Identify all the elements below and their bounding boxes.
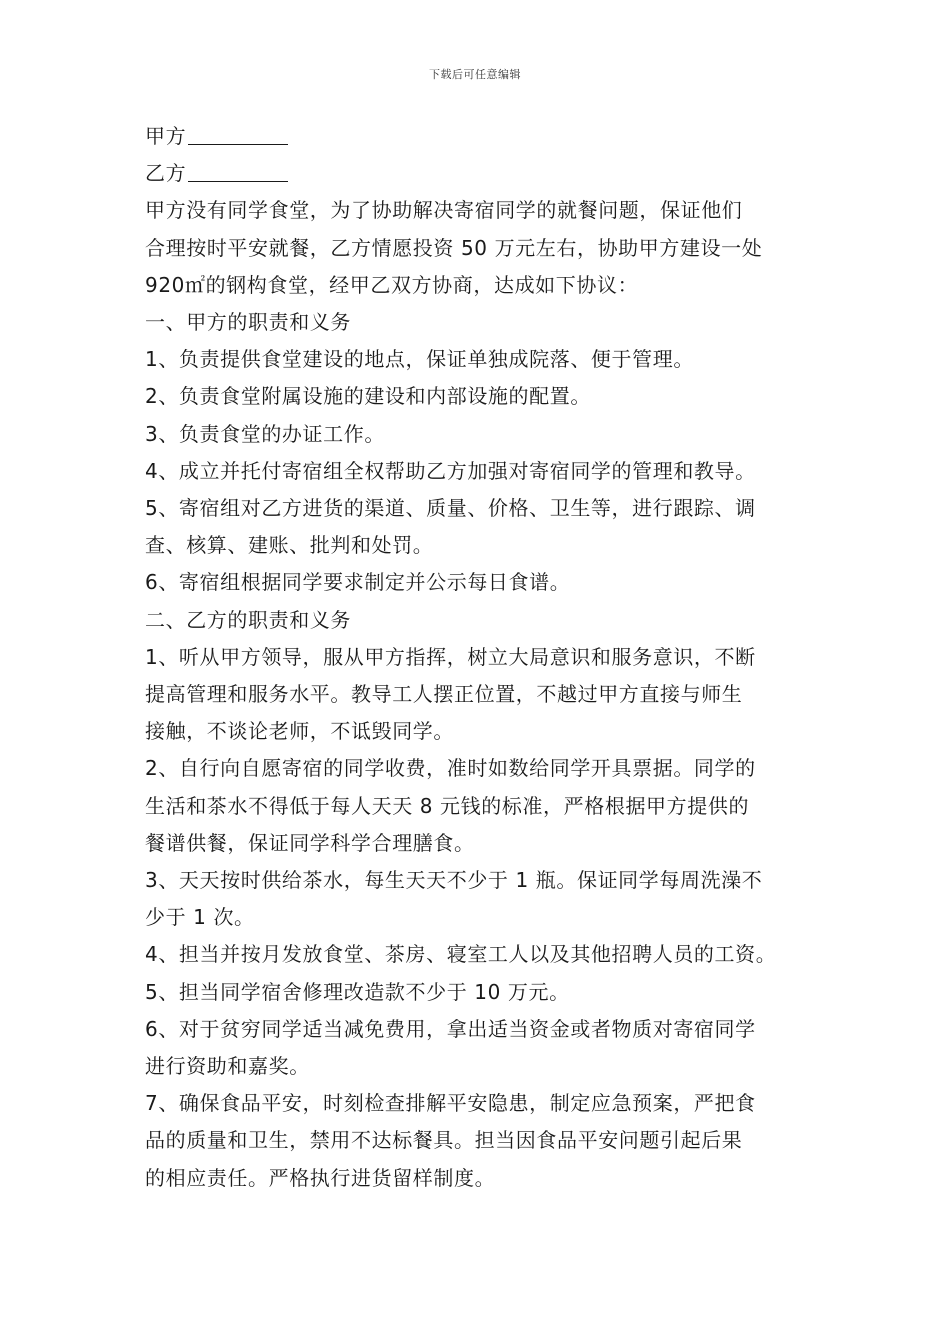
party-a-line bbox=[145, 118, 820, 155]
text-line: 少于 1 次。 bbox=[145, 905, 255, 930]
text-line: 进行资助和嘉奖。 bbox=[145, 1054, 310, 1079]
text-line: 7、确保食品平安，时刻检查排解平安隐患，制定应急预案，严把食 bbox=[145, 1091, 756, 1116]
document-body bbox=[145, 118, 820, 1197]
party-b-label: 乙方 bbox=[145, 161, 187, 186]
text-line: 6、对于贫穷同学适当减免费用，拿出适当资金或者物质对寄宿同学 bbox=[145, 1016, 756, 1041]
text-line: 920㎡的钢构食堂，经甲乙双方协商，达成如下协议： bbox=[145, 272, 639, 297]
text-line: 甲方没有同学食堂，为了协助解决寄宿同学的就餐问题，保证他们 bbox=[145, 198, 743, 223]
header-note: 下载后可任意编辑 bbox=[429, 68, 521, 81]
text-line: 接触，不谈论老师，不诋毁同学。 bbox=[145, 719, 454, 744]
text-line: 2、负责食堂附属设施的建设和内部设施的配置。 bbox=[145, 384, 591, 409]
text-line: 3、天天按时供给茶水，每生天天不少于 1 瓶。保证同学每周洗澡不 bbox=[145, 868, 763, 893]
section-heading: 一、甲方的职责和义务 bbox=[145, 310, 351, 335]
text-line: 4、成立并托付寄宿组全权帮助乙方加强对寄宿同学的管理和教导。 bbox=[145, 458, 756, 483]
party-b-blank bbox=[188, 159, 288, 182]
text-line: 1、负责提供食堂建设的地点，保证单独成院落、便于管理。 bbox=[145, 347, 694, 372]
text-line: 查、核算、建账、批判和处罚。 bbox=[145, 533, 434, 558]
text-line: 5、担当同学宿舍修理改造款不少于 10 万元。 bbox=[145, 979, 570, 1004]
text-line: 6、寄宿组根据同学要求制定并公示每日食谱。 bbox=[145, 570, 571, 595]
section-heading: 二、乙方的职责和义务 bbox=[145, 607, 351, 632]
text-line: 的相应责任。严格执行进货留样制度。 bbox=[145, 1165, 496, 1190]
text-line: 5、寄宿组对乙方进货的渠道、质量、价格、卫生等，进行跟踪、调 bbox=[145, 496, 756, 521]
party-a-blank bbox=[188, 122, 288, 145]
party-b-line bbox=[145, 155, 820, 192]
text-line: 生活和茶水不得低于每人天天 8 元钱的标准，严格根据甲方提供的 bbox=[145, 793, 750, 818]
text-line: 餐谱供餐，保证同学科学合理膳食。 bbox=[145, 830, 475, 855]
party-a-label: 甲方 bbox=[145, 124, 187, 148]
text-line: 品的质量和卫生，禁用不达标餐具。担当因食品平安问题引起后果 bbox=[145, 1128, 743, 1153]
text-line: 合理按时平安就餐，乙方情愿投资 50 万元左右，协助甲方建设一处 bbox=[145, 235, 763, 260]
text-line: 2、自行向自愿寄宿的同学收费，准时如数给同学开具票据。同学的 bbox=[145, 756, 756, 781]
text-line: 1、听从甲方领导，服从甲方指挥，树立大局意识和服务意识，不断 bbox=[145, 644, 756, 669]
text-line: 3、负责食堂的办证工作。 bbox=[145, 421, 385, 446]
text-line: 提高管理和服务水平。教导工人摆正位置，不越过甲方直接与师生 bbox=[145, 682, 743, 707]
text-line: 4、担当并按月发放食堂、茶房、寝室工人以及其他招聘人员的工资。 bbox=[145, 942, 777, 967]
